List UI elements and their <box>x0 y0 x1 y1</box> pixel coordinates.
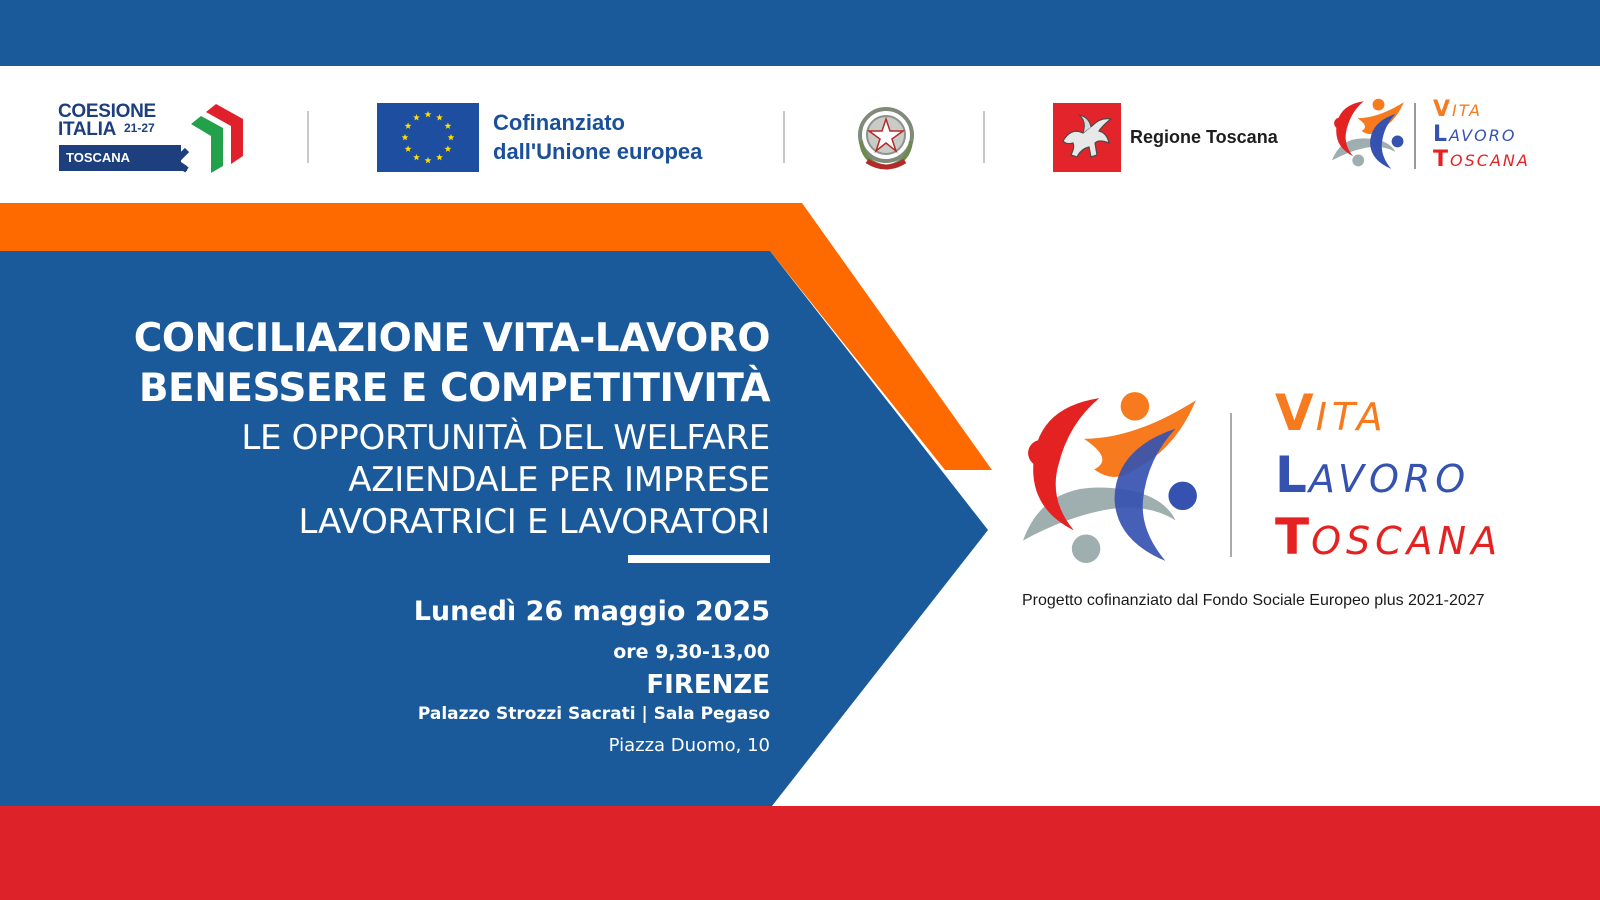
coesione-line2: ITALIA <box>58 119 117 140</box>
coesione-region-band: TOSCANA <box>59 145 187 171</box>
bottom-color-bar <box>0 806 1600 900</box>
top-color-bar <box>0 0 1600 66</box>
event-venue: Palazzo Strozzi Sacrati | Sala Pegaso <box>417 704 770 724</box>
vlt-big-line3: TOSCANA <box>1275 508 1503 566</box>
event-subtitle-line1: LE OPPORTUNITÀ DEL WELFARE <box>241 418 770 458</box>
event-title-line2: BENESSERE E COMPETITIVITÀ <box>138 366 770 411</box>
vlt-big-line1: VITA <box>1275 384 1388 442</box>
eu-text-line1: Cofinanziato <box>493 110 625 135</box>
eu-cofinanced-label <box>493 108 702 166</box>
event-subtitle-line3: LAVORATRICI E LAVORATORI <box>298 502 770 542</box>
event-title <box>134 314 770 414</box>
pegasus-icon <box>1053 103 1121 172</box>
vlt-big-line2: LAVORO <box>1275 446 1471 504</box>
logo-separator <box>783 111 785 163</box>
vlt-small-line3: TOSCANA <box>1433 147 1530 172</box>
eu-text-line2: dall'Unione europea <box>493 139 703 164</box>
coesione-arrows-icon <box>171 104 243 174</box>
vlt-figures-icon <box>1330 97 1408 171</box>
coesione-line1: COESIONE <box>58 101 156 122</box>
vita-lavoro-toscana-small-logo <box>1330 97 1550 177</box>
project-caption: Progetto cofinanziato dal Fondo Sociale Europeo plus 2021-2027 <box>1022 592 1485 609</box>
logo-separator <box>983 111 985 163</box>
italian-republic-emblem-icon <box>853 103 919 173</box>
vlt-figures-icon <box>1023 388 1201 566</box>
coesione-italia-logo <box>58 100 243 176</box>
vlt-big-divider <box>1230 413 1232 557</box>
logo-separator <box>307 111 309 163</box>
title-divider-rule <box>628 555 770 563</box>
event-subtitle-line2: AZIENDALE PER IMPRESE <box>348 460 770 500</box>
vlt-small-line1: VITA <box>1433 97 1482 122</box>
eu-flag-icon <box>377 103 479 172</box>
event-city: FIRENZE <box>646 670 770 700</box>
event-subtitle <box>241 417 770 543</box>
event-time: ore 9,30-13,00 <box>613 641 770 663</box>
event-address: Piazza Duomo, 10 <box>608 735 770 756</box>
coesione-years: 21-27 <box>124 121 155 135</box>
regione-toscana-label: Regione Toscana <box>1130 127 1278 147</box>
event-date: Lunedì 26 maggio 2025 <box>413 596 770 627</box>
vlt-small-line2: LAVORO <box>1433 122 1517 147</box>
vita-lavoro-toscana-logo <box>1015 384 1555 588</box>
regione-toscana-flag <box>1053 103 1121 172</box>
event-title-line1: CONCILIAZIONE VITA-LAVORO <box>133 316 770 361</box>
vlt-small-divider <box>1414 103 1416 169</box>
